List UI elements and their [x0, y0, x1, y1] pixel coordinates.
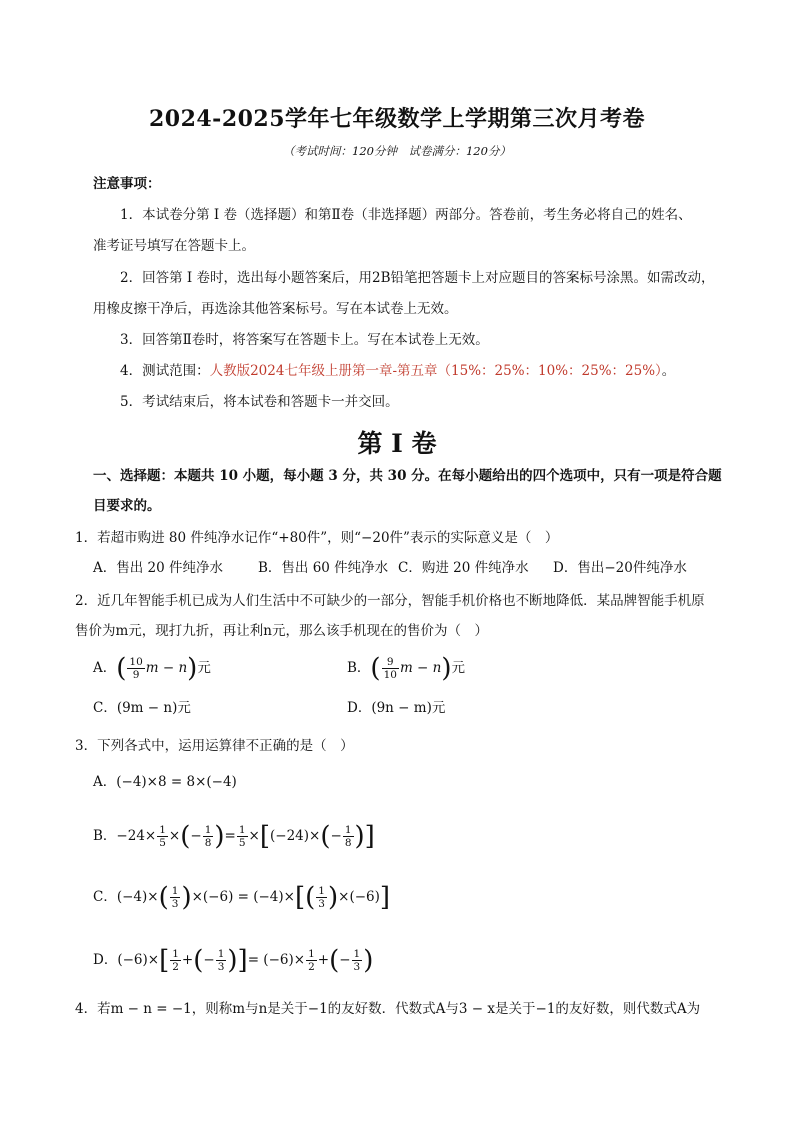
test-scope: 人教版2024七年级上册第一章-第五章 [209, 363, 438, 379]
q3-option-c: C．(−4)×( $\frac{1}{3}$ )×(−6) = (−4)×[( $\frac{1}{3}$ )×(−6)] [93, 882, 391, 913]
q2-option-b: B．( $\frac{9}{10}$ m − n)元 [347, 653, 465, 684]
q1-option-a: A．售出 20 件纯净水 [93, 560, 224, 576]
q3-option-a: A．(−4)×8 = 8×(−4) [93, 774, 237, 790]
q1-stem: 1．若超市购进 80 件纯净水记作“+80件”，则“−20件”表示的实际意义是（ ） [75, 530, 559, 546]
q2-a-fraction: $\frac{10}{9}$ [129, 656, 143, 681]
q3-option-d: D．(−6)×[ $\frac{1}{2}$ +(− $\frac{1}{3}$ )]= (−6)× $\frac{1}{2}$ +(− $\frac{1}{3}$ ) [93, 945, 374, 976]
notice-item-4-prefix: 4．测试范围： [120, 363, 210, 379]
section-intro-a: 一、选择题：本题共 10 小题，每小题 3 分，共 30 分。在每小题给出的四个选项中，只有一项是符合题 [93, 468, 722, 484]
q1-option-b: B．售出 60 件纯净水 [258, 560, 389, 576]
section-intro-b: 目要求的。 [93, 498, 161, 514]
notice-heading: 注意事项： [93, 176, 161, 192]
notice-item-1b: 准考证号填写在答题卡上。 [93, 238, 255, 254]
q2-option-c: C．(9m − n)元 [93, 700, 191, 716]
q2-stem-b: 售价为m元，现打九折，再让利n元，那么该手机现在的售价为（ ） [75, 623, 488, 639]
q2-b-tail: m − n [399, 660, 442, 676]
notice-item-5: 5．考试结束后，将本试卷和答题卡一并交回。 [120, 394, 399, 410]
q2-b-fraction: $\frac{9}{10}$ [383, 656, 397, 681]
exam-title: 2024-2025学年七年级数学上学期第三次月考卷 [148, 106, 646, 132]
q2-a-label: A． [93, 660, 117, 676]
q1-option-d: D．售出−20件纯净水 [553, 560, 687, 576]
q3-option-b: B．−24× $\frac{1}{5}$ ×(− $\frac{1}{8}$ )= $\frac{1}{5}$ ×[(−24)×(− $\frac{1}{8}$ )] [93, 821, 375, 852]
notice-item-4 [120, 361, 675, 381]
test-ratio: （15%：25%：10%：25%：25%） [437, 363, 662, 379]
q2-b-label: B． [347, 660, 371, 676]
notice-item-2a: 2．回答第 Ⅰ 卷时，选出每小题答案后，用2B铅笔把答题卡上对应题目的答案标号涂黑。如需改动， [120, 270, 715, 286]
section-title: 第 I 卷 [357, 429, 437, 458]
q1-option-c: C．购进 20 件纯净水 [398, 560, 529, 576]
q2-stem-a: 2．近几年智能手机已成为人们生活中不可缺少的一部分，智能手机价格也不断地降低．某品牌智能手机原 [75, 593, 705, 609]
notice-item-4-end: 。 [661, 363, 676, 379]
notice-item-1a: 1．本试卷分第 Ⅰ 卷（选择题）和第Ⅱ卷（非选择题）两部分。答卷前，考生务必将自己的姓名、 [120, 207, 692, 223]
q3-stem: 3．下列各式中，运用运算律不正确的是（ ） [75, 738, 354, 754]
notice-item-3: 3．回答第Ⅱ卷时，将答案写在答题卡上。写在本试卷上无效。 [120, 332, 489, 348]
q2-option-d: D．(9n − m)元 [347, 700, 446, 716]
q2-a-tail: m − n [145, 660, 188, 676]
q2-option-a: A．( $\frac{10}{9}$ m − n)元 [93, 653, 211, 684]
notice-item-2b: 用橡皮擦干净后，再选涂其他答案标号。写在本试卷上无效。 [93, 301, 458, 317]
q4-stem: 4．若m − n = −1，则称m与n是关于−1的友好数．代数式A与3 − x是关于−1的友好数，则代数式A为 [75, 1001, 701, 1017]
exam-subtitle: （考试时间：120分钟 试卷满分：120分） [283, 144, 511, 158]
